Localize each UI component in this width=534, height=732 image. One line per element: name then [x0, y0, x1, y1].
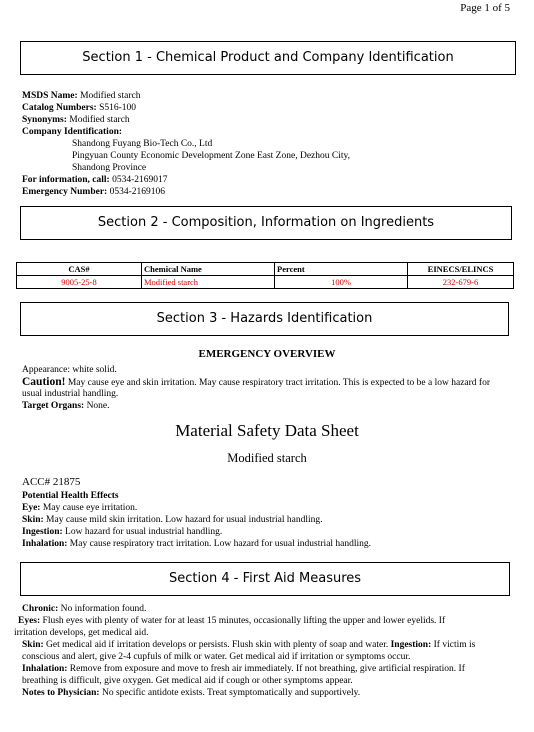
emergency-phone: 0534-2169106 [107, 187, 166, 197]
notes-text: No specific antidote exists. Treat symptomatically and supportively. [99, 688, 361, 698]
catalog-line [22, 102, 136, 114]
section-4-heading [20, 562, 510, 596]
ingestion-aid-line-2: conscious and alert, give 2-4 cupfuls of milk or water. Get medical aid if irritation or symptoms occur. [22, 652, 411, 662]
synonyms-line [22, 114, 130, 126]
synonyms-label: Synonyms: [22, 115, 67, 125]
table-header-row [17, 263, 514, 276]
inhalation-label: Inhalation: [22, 539, 68, 549]
company-name: Shandong Fuyang Bio-Tech Co., Ltd [72, 139, 213, 149]
msds-name-value: Modified starch [77, 91, 141, 101]
col-cas: CAS# [17, 263, 142, 276]
section-3-heading [20, 302, 509, 336]
ingestion-aid-label: Ingestion: [390, 640, 432, 650]
document-title: Material Safety Data Sheet [175, 421, 359, 440]
table-row [17, 276, 514, 289]
skin-aid-text: Get medical aid if irritation develops or persists. Flush skin with plenty of soap and water. [43, 640, 391, 650]
info-line [22, 174, 167, 186]
acc-number: ACC# 21875 [22, 476, 81, 488]
info-label: For information, call: [22, 175, 110, 185]
section-4-title: Section 4 - First Aid Measures [168, 571, 362, 586]
emergency-line [22, 186, 165, 198]
ingestion-label: Ingestion: [22, 527, 63, 537]
emergency-label: Emergency Number: [22, 187, 108, 197]
section-3-title: Section 3 - Hazards Identification [156, 311, 373, 326]
caution-line-2: usual industrial handling. [22, 389, 119, 399]
eye-effect-line [22, 502, 137, 514]
chronic-label: Chronic: [22, 604, 59, 614]
info-phone: 0534-2169017 [109, 175, 168, 185]
page-number: Page 1 of 5 [460, 2, 510, 14]
cell-cas: 9005-25-8 [17, 276, 142, 289]
potential-health-effects: Potential Health Effects [22, 491, 119, 501]
section-1-title: Section 1 - Chemical Product and Company Identification [82, 50, 454, 65]
company-label: Company Identification: [22, 127, 123, 137]
inhalation-text: May cause respiratory tract irritation. Low hazard for usual industrial handling. [67, 539, 372, 549]
catalog-label: Catalog Numbers: [22, 103, 97, 113]
emergency-overview: EMERGENCY OVERVIEW [198, 348, 336, 360]
section-2-title: Section 2 - Composition, Information on Ingredients [97, 215, 435, 230]
col-percent: Percent [275, 263, 408, 276]
notes-line [22, 687, 360, 699]
catalog-value: S516-100 [96, 103, 137, 113]
notes-label: Notes to Physician: [22, 688, 100, 698]
ingestion-aid-text: If victim is [431, 640, 476, 650]
msds-name-label: MSDS Name: [22, 91, 78, 101]
skin-effect-line [22, 514, 323, 526]
document-subtitle: Modified starch [227, 451, 307, 465]
skin-text: May cause mild skin irritation. Low hazard for usual industrial handling. [43, 515, 323, 525]
cell-percent: 100% [275, 276, 408, 289]
caution-text: May cause eye and skin irritation. May cause respiratory tract irritation. This is expected to be a low hazard for [65, 378, 490, 388]
chronic-line [22, 603, 146, 615]
target-organs-value: None. [84, 401, 110, 411]
cell-chemical-name: Modified starch [142, 276, 275, 289]
target-organs-label: Target Organs: [22, 401, 85, 411]
inhalation-aid-label: Inhalation: [22, 664, 68, 674]
col-einecs: EINECS/ELINCS [408, 263, 514, 276]
ingestion-text: Low hazard for usual industrial handling. [62, 527, 223, 537]
inhalation-aid-line-2: breathing is difficult, give oxygen. Get medical aid if cough or other symptoms appear. [22, 676, 353, 686]
eyes-aid-line-2: irritation develops, get medical aid. [14, 628, 149, 638]
section-2-heading [20, 206, 512, 240]
skin-aid-line [22, 639, 475, 651]
eyes-aid-line [18, 615, 445, 627]
eye-text: May cause eye irritation. [40, 503, 138, 513]
chronic-text: No information found. [58, 604, 147, 614]
target-organs-line [22, 400, 110, 412]
caution-label: Caution! [22, 376, 66, 388]
section-1-heading [20, 41, 516, 75]
ingestion-effect-line [22, 526, 222, 538]
appearance: Appearance: white solid. [22, 365, 117, 375]
col-chemical-name: Chemical Name [142, 263, 275, 276]
company-province: Shandong Province [72, 163, 147, 173]
skin-label: Skin: [22, 515, 44, 525]
eye-label: Eye: [22, 503, 41, 513]
inhalation-aid-line [22, 663, 465, 675]
ingredients-table [16, 262, 514, 289]
skin-aid-label: Skin: [22, 640, 44, 650]
inhalation-aid-text: Remove from exposure and move to fresh air immediately. If not breathing, give artificial respiration. If [67, 664, 465, 674]
eyes-aid-label: Eyes: [18, 616, 41, 626]
msds-name-line [22, 90, 140, 102]
inhalation-effect-line [22, 538, 371, 550]
cell-einecs: 232-679-6 [408, 276, 514, 289]
company-address: Pingyuan County Economic Development Zone East Zone, Dezhou City, [72, 151, 350, 161]
synonyms-value: Modified starch [66, 115, 130, 125]
eyes-aid-text: Flush eyes with plenty of water for at least 15 minutes, occasionally lifting the upper and lower eyelids. If [40, 616, 446, 626]
